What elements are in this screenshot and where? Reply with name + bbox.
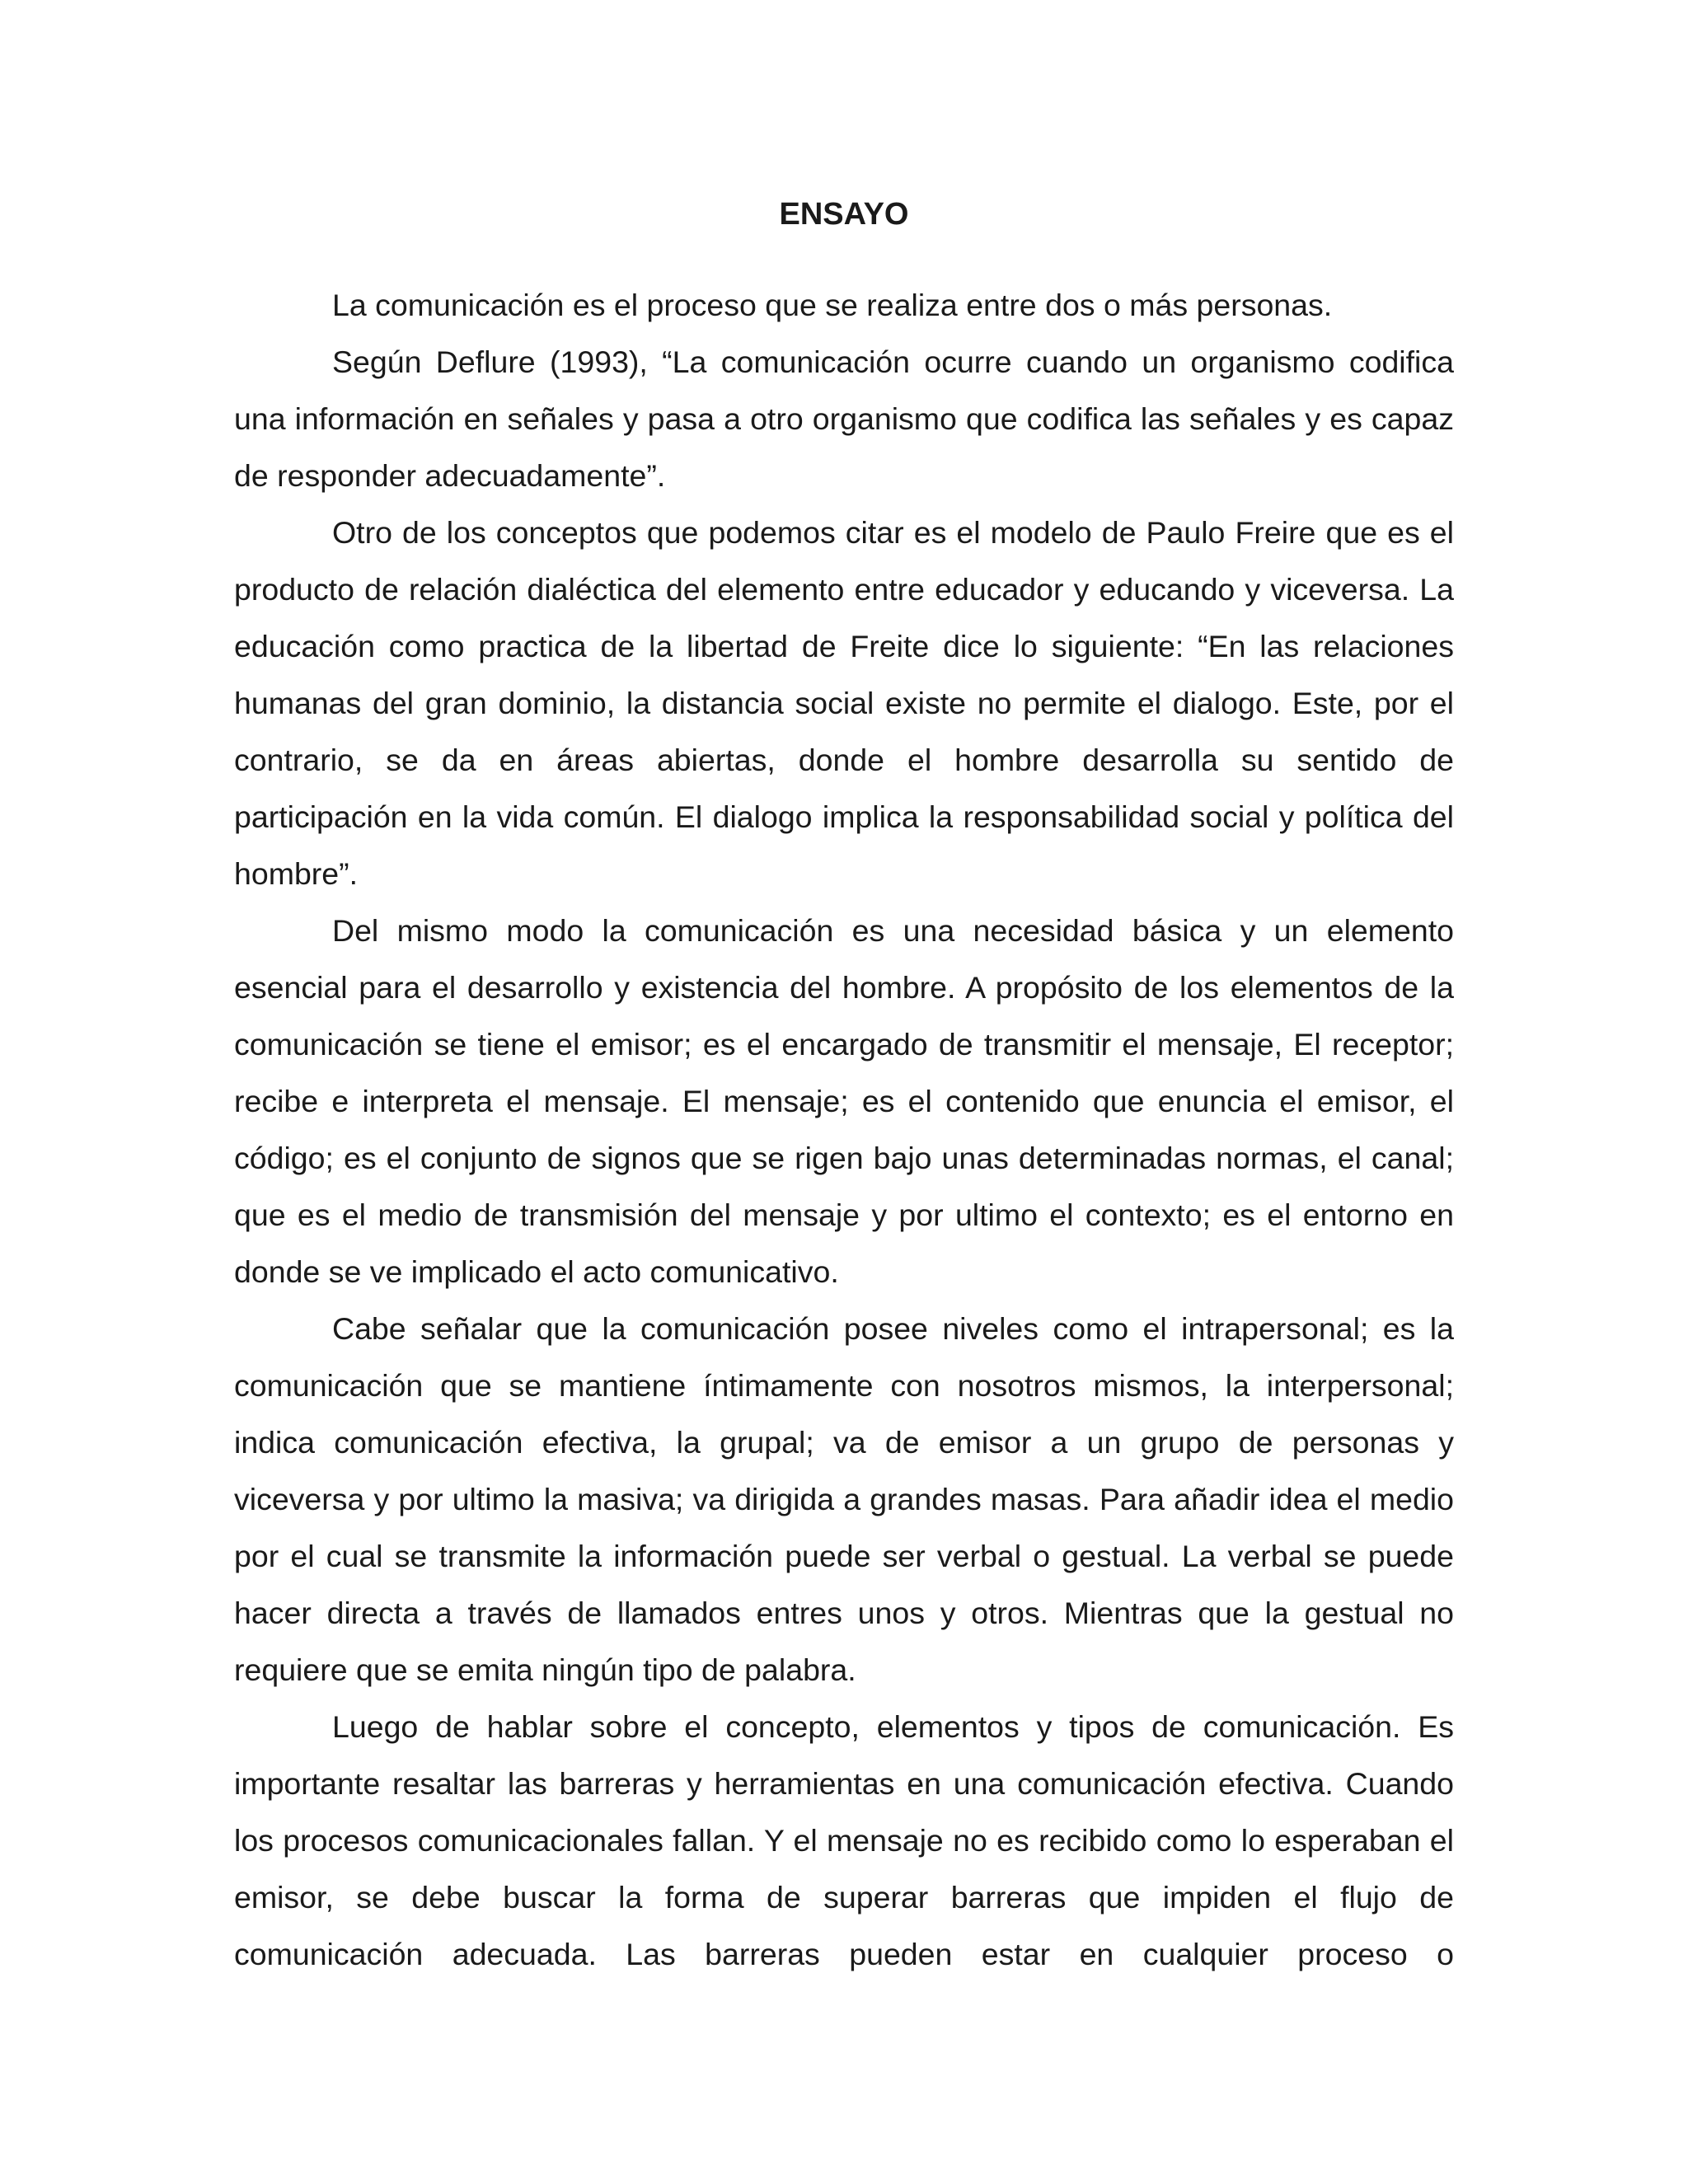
paragraph: Cabe señalar que la comunicación posee niveles como el intrapersonal; es la comunicación que se mantiene íntimamente con nosotros mismos, la interpersonal; indica comunicación efectiva, la grupal; va de emisor a un grupo de personas y viceversa y por ultimo la masiva; va dirigida a grandes masas. Para añadir idea el medio por el cual se transmite la información puede ser verbal o gestual. La verbal se puede hacer directa a través de llamados entres unos y otros. Mientras que la gestual no requiere que se emita ningún tipo de palabra. [234,1311,1454,1687]
paragraph: Otro de los conceptos que podemos citar es el modelo de Paulo Freire que es el producto de relación dialéctica del elemento entre educador y educando y viceversa. La educación como practica de la libertad de Freite dice lo siguiente: “En las relaciones humanas del gran dominio, la distancia social existe no permite el dialogo. Este, por el contrario, se da en áreas abiertas, donde el hombre desarrolla su sentido de participación en la vida común. El dialogo implica la responsabilidad social y política del hombre”. [234,515,1454,891]
paragraph: Del mismo modo la comunicación es una necesidad básica y un elemento esencial para el desarrollo y existencia del hombre. A propósito de los elementos de la comunicación se tiene el emisor; es el encargado de transmitir el mensaje, El receptor; recibe e interpreta el mensaje. El mensaje; es el contenido que enuncia el emisor, el código; es el conjunto de signos que se rigen bajo unas determinadas normas, el canal; que es el medio de transmisión del mensaje y por ultimo el contexto; es el entorno en donde se ve implicado el acto comunicativo. [234,913,1454,1289]
paragraph: Luego de hablar sobre el concepto, elementos y tipos de comunicación. Es importante resaltar las barreras y herramientas en una comunicación efectiva. Cuando los procesos comunicacionales fallan. Y el mensaje no es recibido como lo esperaban el emisor, se debe buscar la forma de superar barreras que impiden el flujo de comunicación adecuada. Las barreras pueden estar en cualquier proceso o [234,1709,1454,1971]
document-title: ENSAYO [779,197,909,232]
document-body [234,277,1454,1983]
paragraph: Según Deflure (1993), “La comunicación ocurre cuando un organismo codifica una información en señales y pasa a otro organismo que codifica las señales y es capaz de responder adecuadamente”. [234,344,1454,493]
paragraph: La comunicación es el proceso que se realiza entre dos o más personas. [332,288,1333,322]
